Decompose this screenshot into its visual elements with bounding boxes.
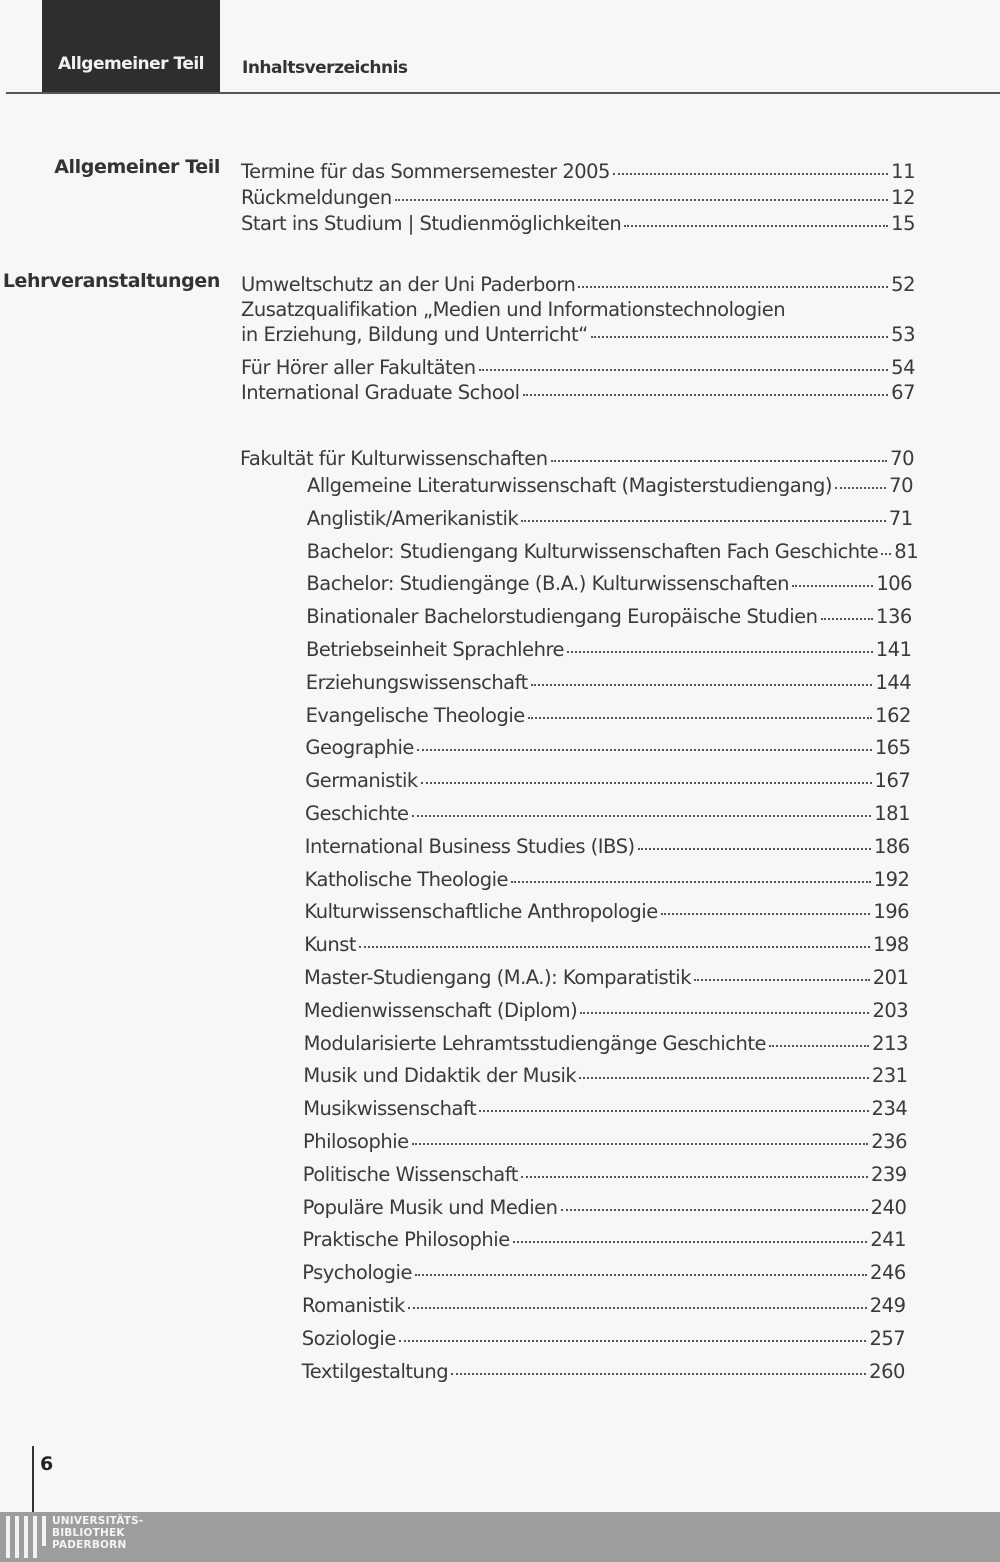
toc-subentry-title: Kunst <box>304 933 357 957</box>
toc-subentry[interactable] <box>306 671 911 694</box>
dot-leader <box>694 979 870 981</box>
dot-leader <box>511 881 871 883</box>
toc-subentry-page: 213 <box>872 1031 908 1055</box>
toc-entry-page: 70 <box>890 447 914 470</box>
dot-leader <box>451 1373 866 1375</box>
toc-entry-page: 67 <box>891 381 915 404</box>
toc-subentry[interactable] <box>304 900 909 923</box>
toc-entry-title: Für Hörer aller Fakultäten <box>241 356 476 379</box>
toc-entry-page: 54 <box>891 356 915 379</box>
toc-subentry-title: Geographie <box>305 736 414 760</box>
toc-subentry-page: 234 <box>871 1097 908 1121</box>
library-footer-band <box>0 1512 1000 1562</box>
toc-subentry-title: Philosophie <box>303 1130 409 1153</box>
dot-leader <box>821 618 874 620</box>
toc-subentry[interactable] <box>302 1261 906 1284</box>
toc-entry-title: Fakultät für Kulturwissenschaften <box>240 447 548 470</box>
header-section-label: Allgemeiner Teil <box>57 54 205 74</box>
dot-leader <box>479 1110 868 1112</box>
toc-subentry-page: 70 <box>889 474 913 497</box>
dot-leader <box>638 848 871 850</box>
toc-subentry[interactable] <box>306 704 911 727</box>
dot-leader <box>523 394 889 396</box>
toc-subentry-title: Medienwissenschaft (Diplom) <box>303 998 578 1022</box>
toc-subentry-title: Bachelor: Studiengang Kulturwissenschaften Fach Geschichte <box>306 539 879 563</box>
section-label-allgemeiner-teil: Allgemeiner Teil <box>54 156 220 178</box>
toc-entry[interactable] <box>241 186 915 209</box>
dot-leader <box>395 199 888 201</box>
toc-subentry-title: Musik und Didaktik der Musik <box>303 1064 577 1088</box>
toc-entry-page: 15 <box>891 212 915 235</box>
header-divider <box>6 92 1000 94</box>
toc-subentry[interactable] <box>304 999 908 1022</box>
toc-entry-faculty[interactable] <box>240 447 914 470</box>
toc-entry-title: Start ins Studium | Studienmöglichkeiten <box>241 212 622 235</box>
toc-subentry[interactable] <box>305 835 910 858</box>
toc-subentry[interactable] <box>303 1163 907 1186</box>
toc-entry[interactable] <box>241 356 915 379</box>
dot-leader <box>421 782 872 784</box>
toc-entry-title: International Graduate School <box>241 381 520 404</box>
toc-entry-title: Umweltschutz an der Uni Paderborn <box>241 273 576 296</box>
toc-entry-title-line1[interactable]: Zusatzqualifikation „Medien und Informationstechnologien <box>241 298 786 321</box>
toc-subentry-page: 192 <box>873 867 910 891</box>
dot-leader <box>881 553 891 555</box>
toc-subentry-page: 201 <box>872 966 909 989</box>
toc-subentry[interactable] <box>306 605 912 628</box>
toc-subentry-title: Praktische Philosophie <box>302 1228 510 1252</box>
dot-leader <box>521 1176 868 1178</box>
toc-subentry[interactable] <box>303 1196 907 1219</box>
toc-entry-title-line2: in Erziehung, Bildung und Unterricht“ <box>241 323 588 346</box>
toc-subentry[interactable] <box>302 1360 905 1383</box>
dot-leader <box>412 1143 869 1145</box>
toc-subentry-page: 231 <box>871 1064 908 1088</box>
toc-entry[interactable] <box>241 323 915 346</box>
dot-leader <box>792 585 873 587</box>
page-title: Inhaltsverzeichnis <box>242 58 408 78</box>
toc-entry-title: Rückmeldungen <box>241 186 392 209</box>
toc-subentry-title: Evangelische Theologie <box>305 703 525 727</box>
dot-leader <box>417 749 872 751</box>
toc-subentry-title: Soziologie <box>301 1326 396 1350</box>
toc-subentry-title: Allgemeine Literaturwissenschaft (Magisterstudiengang) <box>307 474 833 497</box>
toc-subentry-title: Kulturwissenschaftliche Anthropologie <box>304 900 658 924</box>
toc-subentry[interactable] <box>305 736 910 759</box>
toc-subentry-page: 167 <box>874 769 911 793</box>
dot-leader <box>580 1012 869 1014</box>
toc-subentry[interactable] <box>302 1294 906 1317</box>
library-logo-icon <box>6 1512 50 1562</box>
toc-entry-page: 12 <box>891 186 915 209</box>
dot-leader <box>528 717 872 719</box>
toc-subentry[interactable] <box>304 966 909 989</box>
toc-subentry-page: 203 <box>872 998 909 1022</box>
toc-entry[interactable] <box>241 212 915 235</box>
toc-entry[interactable] <box>241 381 915 404</box>
toc-subentry-page: 257 <box>869 1326 906 1350</box>
toc-subentry[interactable] <box>305 868 910 891</box>
toc-subentry[interactable] <box>304 1032 908 1055</box>
library-name-line1: UNIVERSITÄTS- <box>52 1515 144 1527</box>
toc-subentry[interactable] <box>304 933 909 956</box>
toc-entry[interactable] <box>241 273 915 296</box>
dot-leader <box>567 651 873 653</box>
page-number: 6 <box>40 1453 54 1475</box>
toc-subentry[interactable] <box>305 802 910 825</box>
toc-subentry-title: Master-Studiengang (M.A.): Komparatistik <box>304 966 691 989</box>
header-section-tab <box>42 0 220 92</box>
dot-leader <box>412 815 872 817</box>
dot-leader <box>408 1307 867 1309</box>
toc-entry-page: 52 <box>891 273 915 296</box>
toc-subentry-page: 196 <box>873 900 910 924</box>
toc-subentry-title: Romanistik <box>302 1294 405 1317</box>
toc-subentry-title: Textilgestaltung <box>301 1359 449 1383</box>
dot-leader <box>624 225 888 227</box>
toc-subentry-title: Germanistik <box>305 769 418 793</box>
toc-subentry-title: Betriebseinheit Sprachlehre <box>306 638 565 661</box>
toc-subentry-title: Katholische Theologie <box>304 867 509 891</box>
dot-leader <box>769 1045 869 1047</box>
toc-subentry-page: 241 <box>870 1228 907 1252</box>
toc-subentry[interactable] <box>306 638 912 661</box>
toc-subentry[interactable] <box>306 539 919 563</box>
toc-subentry[interactable] <box>305 769 910 792</box>
dot-leader <box>591 336 888 338</box>
toc-subentry-title: Politische Wissenschaft <box>302 1162 518 1186</box>
toc-subentry-title: Psychologie <box>302 1261 412 1285</box>
library-logo-text <box>52 1515 143 1551</box>
toc-subentry-title: Anglistik/Amerikanistik <box>306 506 519 530</box>
toc-entry-page: 11 <box>891 160 915 183</box>
toc-subentry-title: Bachelor: Studiengänge (B.A.) Kulturwissenschaften <box>306 572 789 596</box>
toc-subentry[interactable] <box>307 474 913 497</box>
toc-subentry-page: 246 <box>870 1261 906 1285</box>
dot-leader <box>359 946 870 948</box>
toc-subentry-page: 239 <box>870 1162 907 1186</box>
toc-subentry-page: 165 <box>874 736 911 760</box>
dot-leader <box>513 1241 868 1243</box>
toc-subentry-title: Modularisierte Lehramtsstudiengänge Geschichte <box>303 1031 767 1055</box>
toc-subentry-title: Musikwissenschaft <box>303 1097 477 1121</box>
dot-leader <box>835 487 886 489</box>
toc-subentry-title: Binationaler Bachelorstudiengang Europäische Studien <box>306 605 818 629</box>
toc-subentry-page: 106 <box>876 572 913 596</box>
dot-leader <box>578 286 888 288</box>
toc-subentry-title: International Business Studies (IBS) <box>304 834 635 858</box>
toc-subentry-page: 141 <box>875 638 912 661</box>
toc-subentry-page: 144 <box>875 670 912 694</box>
toc-subentry-title: Populäre Musik und Medien <box>302 1195 558 1219</box>
toc-subentry-page: 71 <box>888 506 913 530</box>
toc-subentry-page: 81 <box>894 539 919 563</box>
dot-leader <box>479 369 889 371</box>
dot-leader <box>521 520 886 522</box>
toc-subentry-title: Erziehungswissenschaft <box>305 670 528 694</box>
toc-subentry[interactable] <box>303 1130 907 1153</box>
toc-subentry-page: 186 <box>873 834 910 858</box>
library-name-line2: BIBLIOTHEK <box>52 1527 125 1539</box>
toc-subentry-title: Geschichte <box>305 802 409 825</box>
toc-subentry[interactable] <box>303 1064 907 1087</box>
page-number-rule <box>32 1446 34 1512</box>
toc-subentry-page: 198 <box>873 933 909 957</box>
toc-subentry-page: 240 <box>870 1195 907 1219</box>
dot-leader <box>399 1340 867 1342</box>
toc-subentry-page: 236 <box>871 1130 907 1153</box>
toc-subentry-page: 162 <box>875 703 911 727</box>
toc-entry-page: 53 <box>891 323 915 346</box>
toc-subentry-page: 260 <box>869 1359 905 1383</box>
toc-subentry-page: 181 <box>874 802 910 825</box>
toc-subentry[interactable] <box>307 507 913 530</box>
dot-leader <box>551 460 888 462</box>
library-name-line3: PADERBORN <box>52 1539 127 1551</box>
toc-entry-title: Termine für das Sommersemester 2005 <box>241 160 610 183</box>
dot-leader <box>415 1274 867 1276</box>
dot-leader <box>531 684 873 686</box>
toc-subentry[interactable] <box>303 1097 907 1120</box>
toc-subentry[interactable] <box>302 1327 905 1350</box>
section-label-lehrveranstaltungen: Lehrveranstaltungen <box>2 270 220 292</box>
dot-leader <box>579 1077 869 1079</box>
toc-subentry[interactable] <box>306 572 912 595</box>
dot-leader <box>613 173 888 175</box>
toc-subentry-page: 136 <box>876 605 912 629</box>
toc-subentry[interactable] <box>302 1228 906 1251</box>
toc-entry[interactable] <box>241 160 915 183</box>
dot-leader <box>561 1209 868 1211</box>
toc-subentry-page: 249 <box>869 1294 906 1317</box>
dot-leader <box>661 913 871 915</box>
